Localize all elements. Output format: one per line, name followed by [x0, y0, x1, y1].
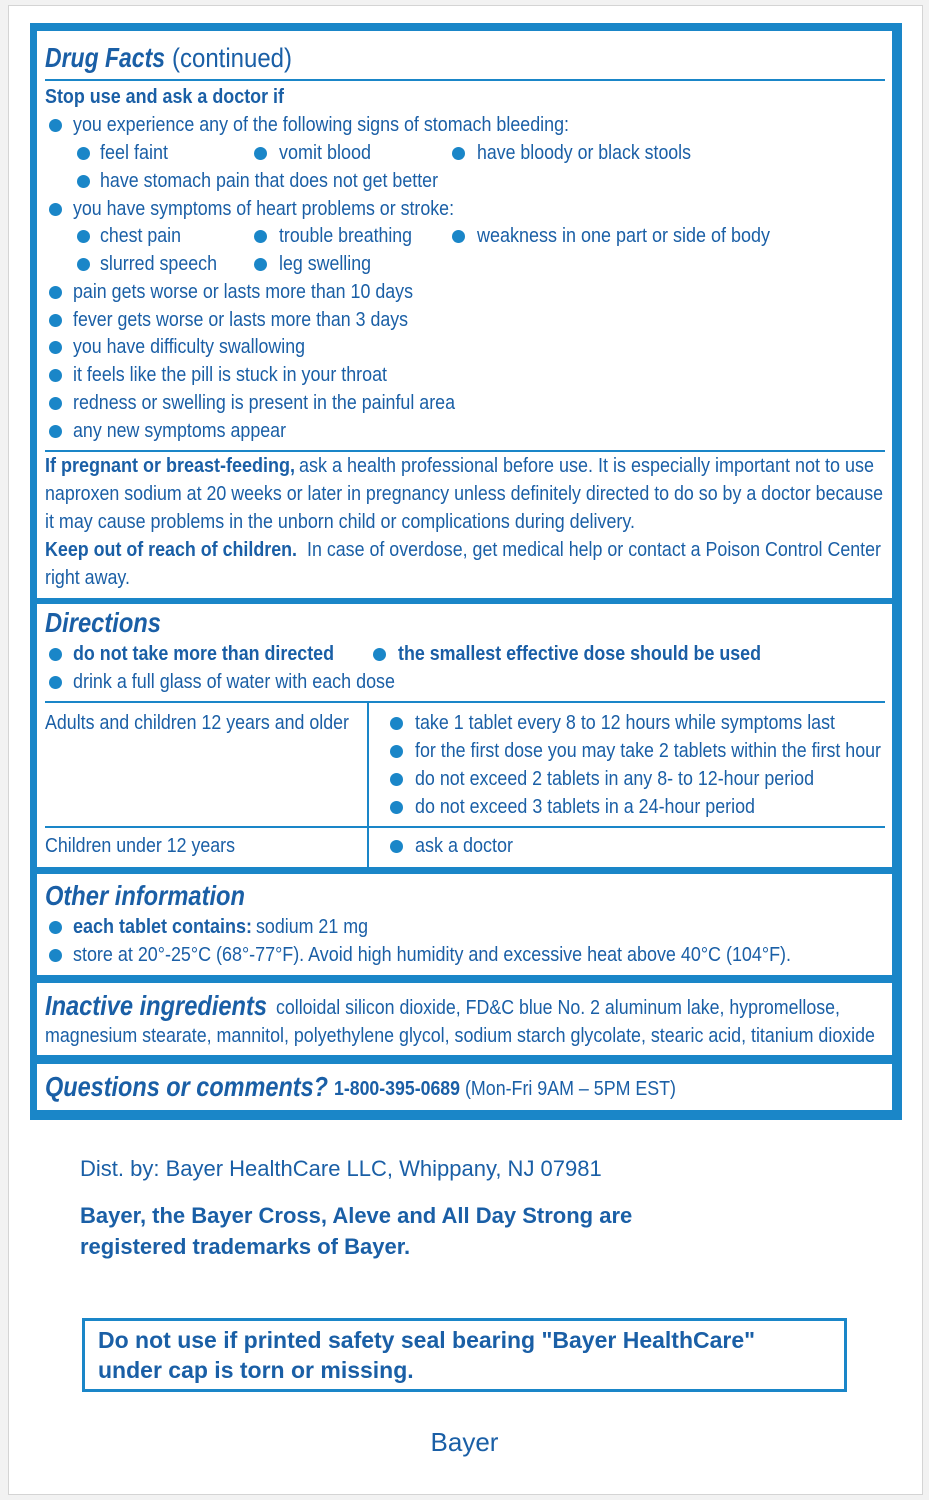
questions-box: [37, 1064, 892, 1110]
bullet-icon: [452, 230, 465, 243]
bullet-icon: [49, 286, 62, 299]
bullet-icon: [49, 425, 62, 438]
trademark-line-2: registered trademarks of Bayer.: [80, 1234, 411, 1259]
leg-swelling-item: leg swelling: [279, 253, 371, 275]
bullet-icon: [49, 369, 62, 382]
slurred-speech-item: slurred speech: [100, 253, 218, 275]
do-not-take-item: do not take more than directed: [73, 643, 334, 665]
bullet-icon: [373, 648, 386, 661]
table-row-rule: [45, 826, 885, 828]
distributor-text: Dist. by: Bayer HealthCare LLC, Whippany, NJ 07981: [80, 1156, 602, 1181]
drug-facts-box: [37, 31, 892, 598]
vomit-blood-item: vomit blood: [279, 142, 372, 164]
bullet-icon: [390, 801, 403, 814]
drug-facts-title: Drug Facts: [45, 42, 165, 73]
stomach-bleeding-item: you experience any of the following signs of stomach bleeding:: [73, 114, 569, 136]
heart-problems-item: you have symptoms of heart problems or stroke:: [73, 198, 455, 220]
bullet-icon: [49, 341, 62, 354]
directions-heading: Directions: [45, 607, 161, 638]
bullet-icon: [49, 648, 62, 661]
tablet-contains-value: sodium 21 mg: [256, 916, 368, 938]
chest-pain-item: chest pain: [100, 225, 181, 247]
new-symptoms-item: any new symptoms appear: [73, 420, 287, 442]
bullet-icon: [452, 147, 465, 160]
bullet-icon: [77, 147, 90, 160]
dose-item-3: do not exceed 2 tablets in any 8- to 12-hour period: [415, 768, 815, 790]
inactive-ingredients-heading: Inactive ingredients: [45, 990, 267, 1021]
ask-doctor-item: ask a doctor: [415, 835, 514, 857]
pregnant-label: If pregnant or breast-feeding,: [45, 455, 296, 477]
keep-out-text-1: In case of overdose, get medical help or contact a Poison Control Center: [307, 539, 881, 561]
bloody-stools-item: have bloody or black stools: [477, 142, 691, 164]
redness-item: redness or swelling is present in the painful area: [73, 392, 456, 414]
bullet-icon: [254, 258, 267, 271]
bullet-icon: [49, 119, 62, 132]
bullet-icon: [77, 258, 90, 271]
keep-out-text-2: right away.: [45, 567, 130, 589]
fever-worse-item: fever gets worse or lasts more than 3 days: [73, 309, 409, 331]
bullet-icon: [49, 949, 62, 962]
drink-water-item: drink a full glass of water with each dose: [73, 671, 395, 693]
dose-item-1: take 1 tablet every 8 to 12 hours while symptoms last: [415, 712, 836, 734]
inactive-ingredients-line-2: magnesium stearate, mannitol, polyethylene glycol, sodium starch glycolate, stearic acid, titanium dioxide: [45, 1025, 875, 1047]
title-rule: [45, 79, 885, 81]
bullet-icon: [49, 676, 62, 689]
smallest-dose-item: the smallest effective dose should be used: [398, 643, 761, 665]
bullet-icon: [49, 314, 62, 327]
trademark-line-1: Bayer, the Bayer Cross, Aleve and All Day Strong are: [80, 1203, 633, 1228]
difficulty-swallowing-item: you have difficulty swallowing: [73, 336, 306, 358]
inactive-ingredients-line-1: colloidal silicon dioxide, FD&C blue No. 2 aluminum lake, hypromellose,: [276, 997, 840, 1019]
trouble-breathing-item: trouble breathing: [279, 225, 412, 247]
pregnant-text-2: naproxen sodium at 20 weeks or later in pregnancy unless definitely directed to do so by a doctor because: [45, 483, 884, 505]
dose-item-2: for the first dose you may take 2 tablets within the first hour: [415, 740, 882, 762]
stomach-pain-item: have stomach pain that does not get better: [100, 170, 439, 192]
bullet-icon: [49, 397, 62, 410]
table-top-rule: [45, 701, 885, 703]
safety-seal-line-2: under cap is torn or missing.: [98, 1357, 414, 1383]
inactive-ingredients-box: [37, 983, 892, 1055]
pregnant-text-1: ask a health professional before use. It is especially important not to use: [299, 455, 875, 477]
bullet-icon: [390, 773, 403, 786]
bullet-icon: [49, 921, 62, 934]
pill-stuck-item: it feels like the pill is stuck in your throat: [73, 364, 387, 386]
safety-seal-box: [82, 1318, 847, 1392]
adults-label: Adults and children 12 years and older: [45, 712, 349, 734]
bayer-brand: Bayer: [430, 1427, 499, 1457]
bullet-icon: [390, 717, 403, 730]
drug-facts-continued: (continued): [172, 43, 293, 73]
bullet-icon: [254, 147, 267, 160]
dose-item-4: do not exceed 3 tablets in a 24-hour period: [415, 796, 755, 818]
phone-hours: (Mon-Fri 9AM – 5PM EST): [465, 1078, 676, 1100]
bullet-icon: [77, 230, 90, 243]
tablet-contains-label: each tablet contains:: [73, 916, 253, 938]
section-rule: [45, 450, 885, 452]
bullet-icon: [77, 175, 90, 188]
bullet-icon: [254, 230, 267, 243]
questions-heading: Questions or comments?: [45, 1071, 328, 1102]
feel-faint-item: feel faint: [100, 142, 169, 164]
pain-worse-item: pain gets worse or lasts more than 10 days: [73, 281, 414, 303]
bullet-icon: [390, 840, 403, 853]
bullet-icon: [390, 745, 403, 758]
other-info-box: [37, 874, 892, 975]
safety-seal-line-1: Do not use if printed safety seal bearing "Bayer HealthCare": [98, 1327, 756, 1353]
children-label: Children under 12 years: [45, 835, 236, 857]
pregnant-text-3: it may cause problems in the unborn child or complications during delivery.: [45, 511, 635, 533]
storage-item: store at 20°-25°C (68°-77°F). Avoid high humidity and excessive heat above 40°C (104°F).: [73, 944, 791, 966]
phone-number[interactable]: 1-800-395-0689: [334, 1078, 461, 1100]
keep-out-label: Keep out of reach of children.: [45, 539, 298, 561]
directions-box: [37, 604, 892, 867]
weakness-item: weakness in one part or side of body: [477, 225, 770, 247]
other-info-heading: Other information: [45, 880, 245, 911]
stop-use-heading: Stop use and ask a doctor if: [45, 86, 285, 108]
table-column-rule: [367, 703, 369, 867]
bullet-icon: [49, 203, 62, 216]
